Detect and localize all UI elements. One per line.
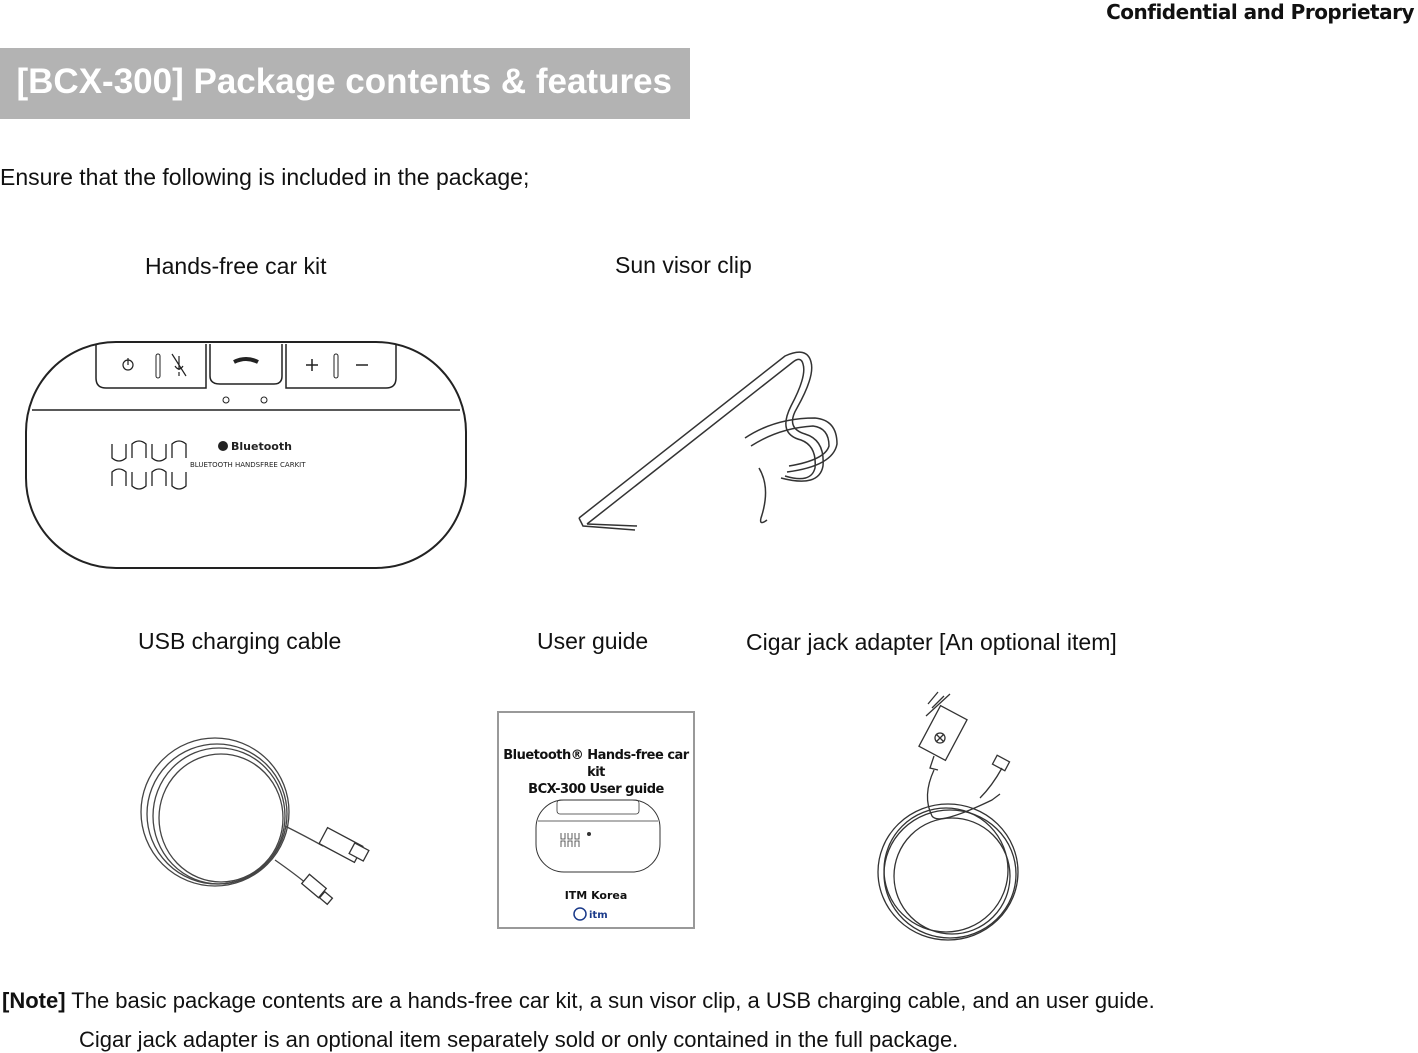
itm-logo (573, 907, 627, 921)
confidential-label: Confidential and Proprietary (1106, 0, 1414, 24)
visor-clip-illustration (575, 348, 865, 538)
usb-label: USB charging cable (138, 628, 342, 654)
itm-logo-text: itm (589, 910, 608, 921)
note-line2: Cigar jack adapter is an optional item separately sold or only contained in the full package. (79, 1027, 959, 1052)
guide-carkit-thumbnail (535, 799, 661, 873)
visor-label: Sun visor clip (615, 252, 752, 278)
bluetooth-icon (218, 441, 228, 451)
plus-icon (306, 359, 318, 371)
carkit-subtitle: BLUETOOTH HANDSFREE CARKIT (190, 461, 306, 469)
carkit-label: Hands-free car kit (145, 253, 327, 279)
cigar-label: Cigar jack adapter [An optional item] (746, 629, 1117, 655)
guide-cover-title (499, 747, 693, 798)
note-tag: [Note] (2, 988, 66, 1013)
usb-cable-illustration (135, 730, 375, 920)
carkit-illustration (24, 340, 468, 570)
call-icon (234, 359, 258, 362)
note-line1 (2, 988, 1155, 1014)
intro-text: Ensure that the following is included in the package; (0, 164, 530, 190)
mute-mic-icon (172, 354, 186, 376)
page-title: [BCX-300] Package contents & features (16, 62, 672, 101)
micro-usb-connector (302, 874, 333, 904)
note-line1-text: The basic package contents are a hands-free car kit, a sun visor clip, a USB charging cable, and an user guide. (71, 988, 1155, 1013)
usb-a-connector (319, 828, 369, 863)
speaker-grille (112, 441, 186, 489)
guide-label: User guide (537, 628, 649, 654)
user-guide-booklet (497, 711, 695, 929)
cigar-adapter-illustration (872, 686, 1032, 948)
guide-title-line1: Bluetooth® Hands-free car kit (503, 748, 689, 780)
page-title-banner (0, 48, 690, 119)
guide-title-line2: BCX-300 User guide (528, 782, 664, 797)
carkit-brand: Bluetooth (231, 440, 292, 453)
guide-maker: ITM Korea (564, 889, 628, 902)
